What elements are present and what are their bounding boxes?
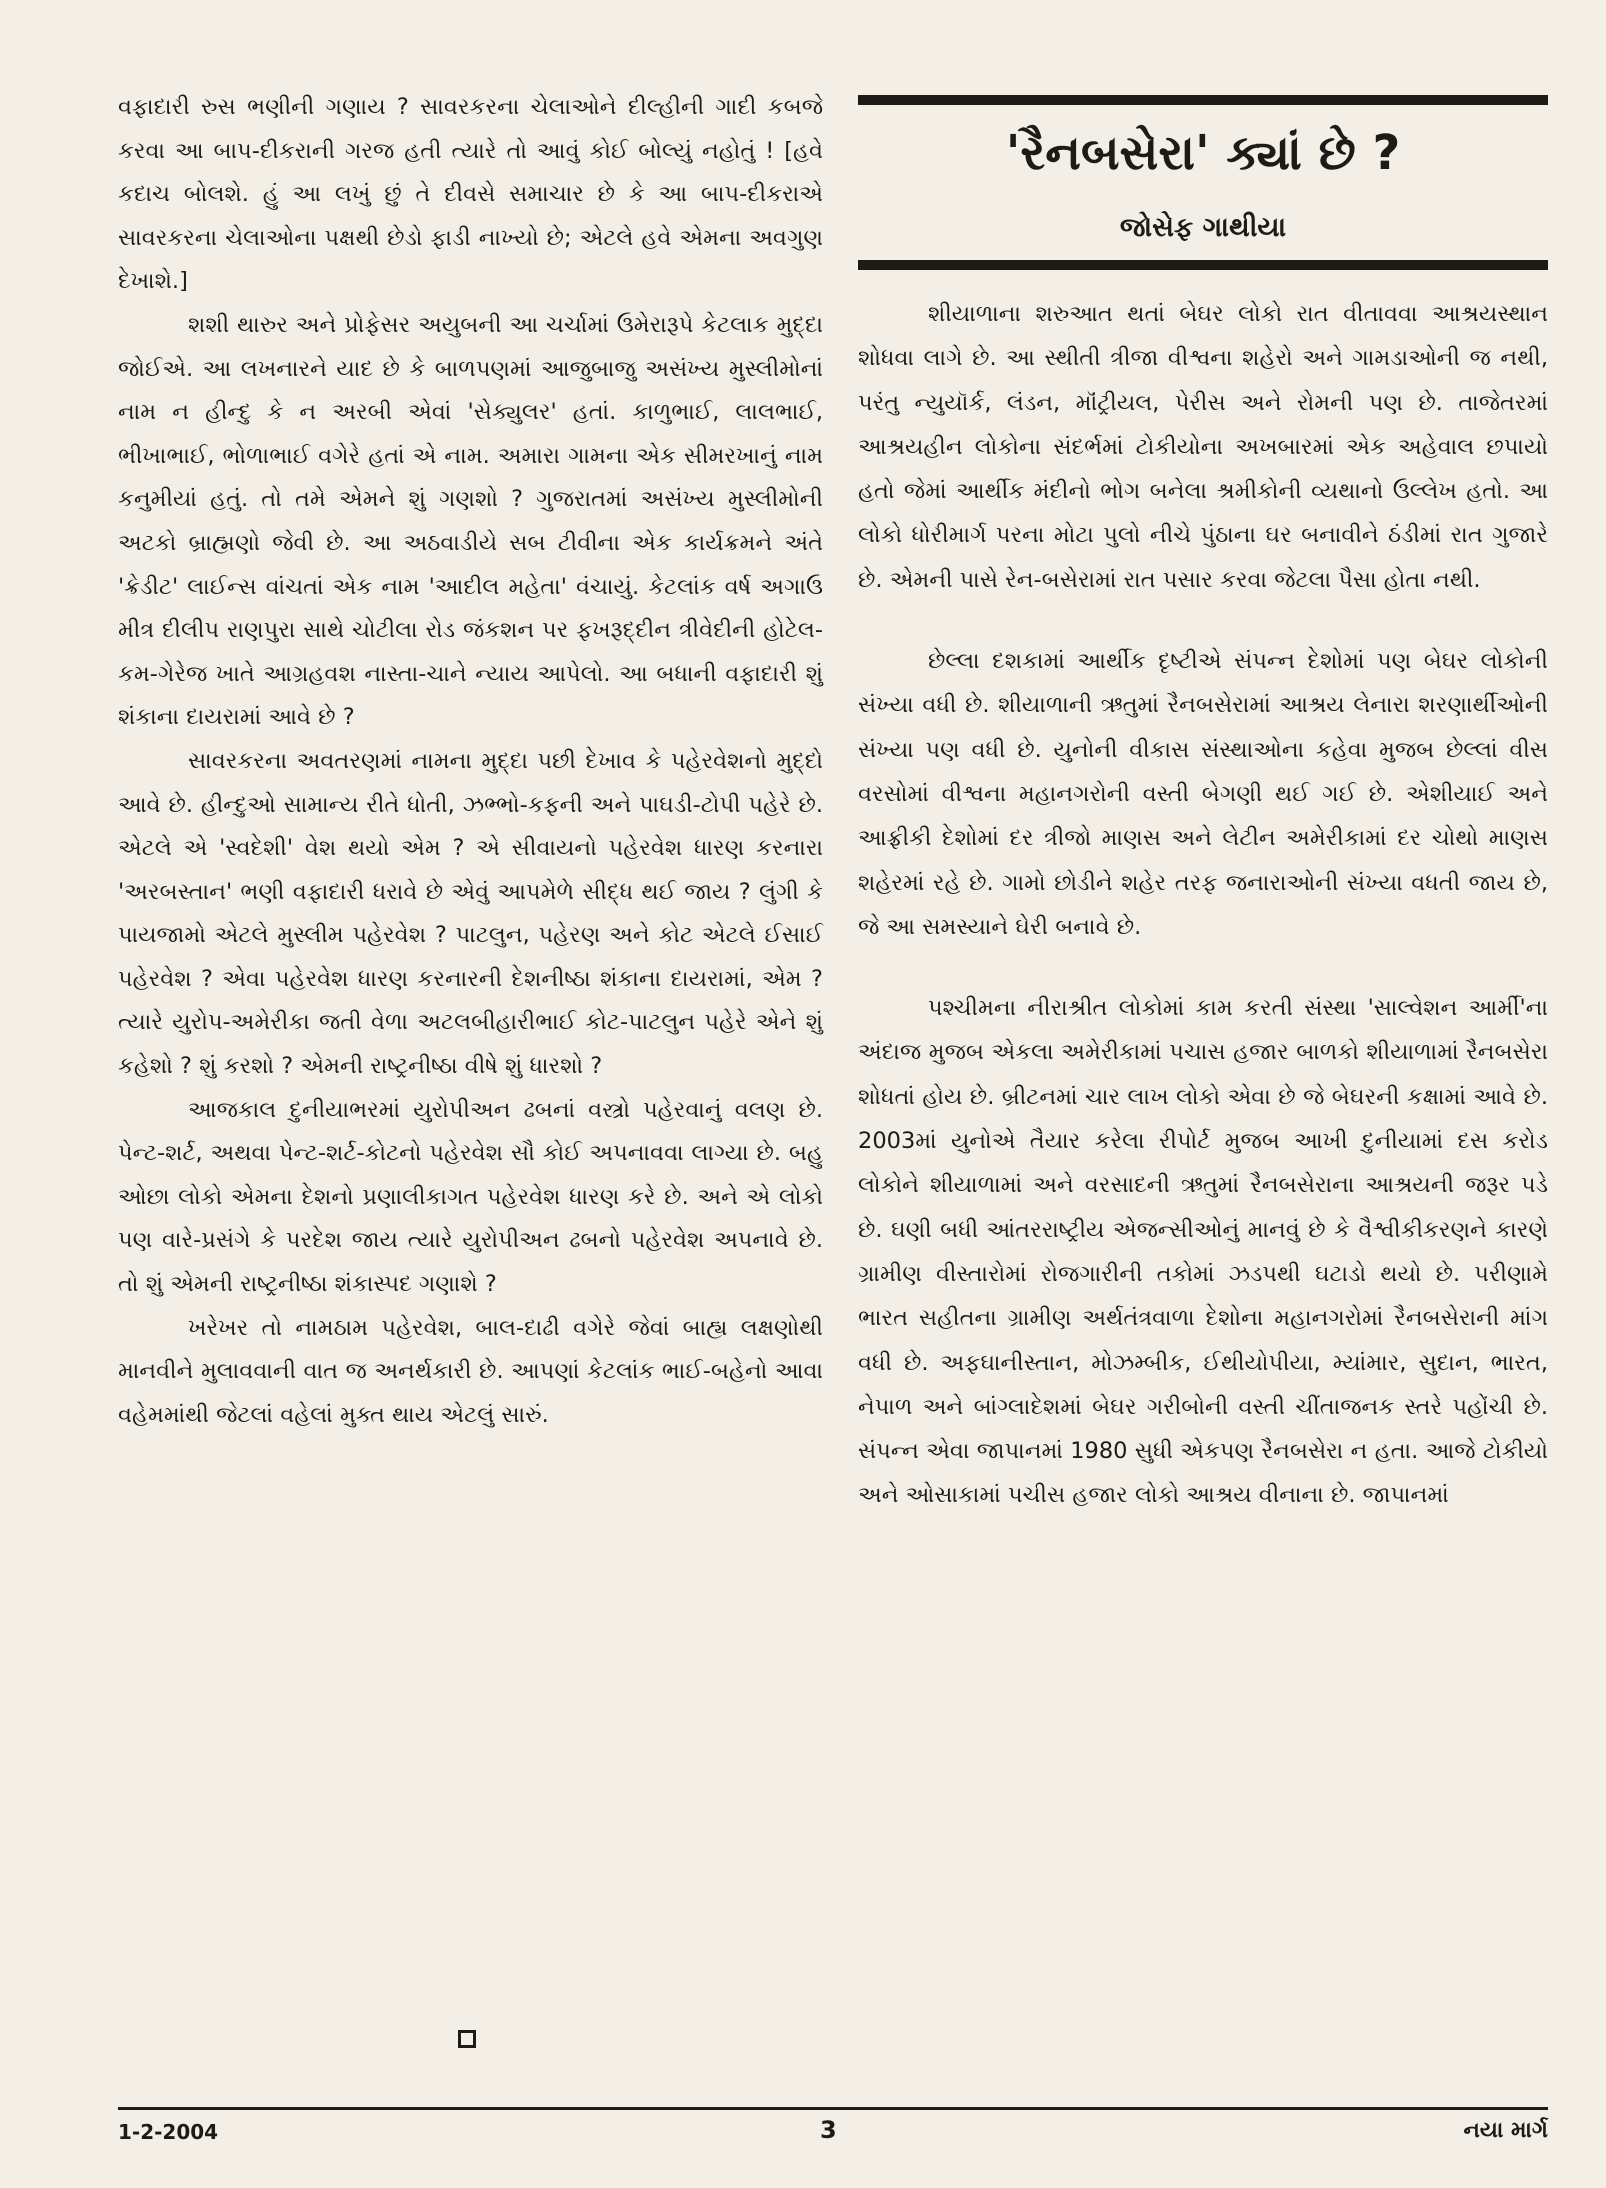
article-paragraph-3: પશ્ચીમના નીરાશ્રીત લોકોમાં કામ કરતી સંસ્થા 'સાલ્વેશન આર્મી'ના અંદાજ મુજબ એકલા અમેરીકામાં પચાસ હજાર બાળકો શીયાળામાં રૈનબસેરા શોધતાં હોય છે. બ્રીટનમાં ચાર લાખ લોકો એવા છે જે બેઘરની કક્ષામાં આવે છે. 2003માં યુનોએ તૈયાર કરેલા રીપોર્ટ મુજબ આખી દુનીયામાં દસ કરોડ લોકોને શીયાળામાં અને વરસાદની ઋતુમાં રૈનબસેરાના આશ્રયની જરૂર પડે છે. ઘણી બધી આંતરરાષ્ટ્રીય એજન્સીઓનું માનવું છે કે વૈશ્વીકીકરણને કારણે ગ્રામીણ વીસ્તારોમાં રોજગારીની તકોમાં ઝડપથી ઘટાડો થયો છે. પરીણામે ભારત સહીતના ગ્રામીણ અર્થતંત્રવાળા દેશોના મહાનગરોમાં રૈનબસેરાની માંગ વધી છે. અફઘાનીસ્તાન, મોઝમ્બીક, ઈથીયોપીયા, મ્યાંમાર, સુદાન, ભારત, નેપાળ અને બાંગ્લાદેશમાં બેઘર ગરીબોની વસ્તી ચીંતાજનક સ્તરે પહોંચી છે. સંપન્ન એવા જાપાનમાં 1980 સુધી એકપણ રૈનબસેરા ન હતા. આજે ટોકીયો અને ઓસાકામાં પચીસ હજાર લોકો આશ્રય વીનાના છે. જાપાનમાં	[858, 995, 1548, 1509]
left-column	[118, 86, 823, 1437]
article-author: જોસેફ ગાથીયા	[1119, 212, 1287, 243]
right-column	[858, 292, 1548, 1518]
article-title: 'રૈનબસેરા' ક્યાં છે ?	[1005, 125, 1401, 181]
article-paragraph-2: છેલ્લા દશકામાં આર્થીક દૃષ્ટીએ સંપન્ન દેશોમાં પણ બેઘર લોકોની સંખ્યા વધી છે. શીયાળાની ઋતુમાં રૈનબસેરામાં આશ્રય લેનારા શરણાર્થીઓની સંખ્યા પણ વધી છે. યુનોની વીકાસ સંસ્થાઓના કહેવા મુજબ છેલ્લાં વીસ વરસોમાં વીશ્વના મહાનગરોની વસ્તી બેગણી થઈ ગઈ છે. એશીયાઈ અને આફ્રીકી દેશોમાં દર ત્રીજો માણસ અને લેટીન અમેરીકામાં દર ચોથો માણસ શહેરમાં રહે છે. ગામો છોડીને શહેર તરફ જનારાઓની સંખ્યા વધતી જાય છે, જે આ સમસ્યાને ઘેરી બનાવે છે.	[858, 648, 1548, 940]
title-bottom-rule	[858, 260, 1548, 270]
left-paragraph-2: શશી થારુર અને પ્રોફેસર અયુબની આ ચર્ચામાં ઉમેરારૂપે કેટલાક મુદ્દા જોઈએ. આ લખનારને યાદ છે કે બાળપણમાં આજુબાજુ અસંખ્ય મુસ્લીમોનાં નામ ન હીન્દુ કે ન અરબી એવાં 'સેક્યુલર' હતાં. કાળુભાઈ, લાલભાઈ, ભીખાભાઈ, ભોળાભાઈ વગેરે હતાં એ નામ. અમારા ગામના એક સીમરખાનું નામ કનુમીયાં હતું. તો તમે એમને શું ગણશો ? ગુજરાતમાં અસંખ્ય મુસ્લીમોની અટકો બ્રાહ્મણો જેવી છે. આ અઠવાડીયે સબ ટીવીના એક કાર્યક્રમને અંતે 'ક્રેડીટ' લાઈન્સ વાંચતાં એક નામ 'આદીલ મહેતા' વંચાયું. કેટલાંક વર્ષ અગાઉ મીત્ર દીલીપ રાણપુરા સાથે ચોટીલા રોડ જંકશન પર ફખરૂદ્દીન ત્રીવેદીની હોટેલ-કમ-ગેરેજ ખાતે આગ્રહવશ નાસ્તા-ચાને ન્યાય આપેલો. આ બધાની વફાદારી શું શંકાના દાયરામાં આવે છે ?	[118, 311, 823, 731]
footer-rule	[118, 2107, 1548, 2110]
left-paragraph-4: આજકાલ દુનીયાભરમાં યુરોપીઅન ઢબનાં વસ્ત્રો પહેરવાનું વલણ છે. પેન્ટ-શર્ટ, અથવા પેન્ટ-શર્ટ-કોટનો પહેરવેશ સૌ કોઈ અપનાવવા લાગ્યા છે. બહુ ઓછા લોકો એમના દેશનો પ્રણાલીકાગત પહેરવેશ ધારણ કરે છે. અને એ લોકો પણ વારે-પ્રસંગે કે પરદેશ જાય ત્યારે યુરોપીઅન ઢબનો પહેરવેશ અપનાવે છે. તો શું એમની રાષ્ટ્રનીષ્ઠા શંકાસ્પદ ગણાશે ?	[118, 1096, 823, 1298]
title-top-rule	[858, 95, 1548, 105]
left-paragraph-1: વફાદારી રુસ ભણીની ગણાય ? સાવરકરના ચેલાઓને દીલ્હીની ગાદી કબજે કરવા આ બાપ-દીકરાની ગરજ હતી ત્યારે તો આવું કોઈ બોલ્યું નહોતું ! [હવે કદાચ બોલશે. હું આ લખું છું તે દીવસે સમાચાર છે કે આ બાપ-દીકરાએ સાવરકરના ચેલાઓના પક્ષથી છેડો ફાડી નાખ્યો છે; એટલે હવે એમના અવગુણ દેખાશે.]	[118, 94, 823, 295]
publication-name: નયા માર્ગ	[1463, 2118, 1548, 2143]
left-paragraph-5: ખરેખર તો નામઠામ પહેરવેશ, બાલ-દાઢી વગેરે જેવાં બાહ્ય લક્ષણોથી માનવીને મુલાવવાની વાત જ અનર્થકારી છે. આપણાં કેટલાંક ભાઈ-બહેનો આવા વહેમમાંથી જેટલાં વહેલાં મુક્ત થાય એટલું સારું.	[118, 1314, 823, 1428]
page-number: 3	[820, 2116, 837, 2144]
footer-date: 1-2-2004	[118, 2120, 219, 2144]
left-paragraph-3: સાવરકરના અવતરણમાં નામના મુદ્દા પછી દેખાવ કે પહેરવેશનો મુદ્દો આવે છે. હીન્દુઓ સામાન્ય રીતે ધોતી, ઝભ્ભો-કફની અને પાઘડી-ટોપી પહેરે છે. એટલે એ 'સ્વદેશી' વેશ થયો એમ ? એ સીવાયનો પહેરવેશ ધારણ કરનારા 'અરબસ્તાન' ભણી વફાદારી ધરાવે છે એવું આપમેળે સીદ્ધ થઈ જાય ? લુંગી કે પાયજામો એટલે મુસ્લીમ પહેરવેશ ? પાટલુન, પહેરણ અને કોટ એટલે ઈસાઈ પહેરવેશ ? એવા પહેરવેશ ધારણ કરનારની દેશનીષ્ઠા શંકાના દાયરામાં, એમ ? ત્યારે યુરોપ-અમેરીકા જતી વેળા અટલબીહારીભાઈ કોટ-પાટલુન પહેરે એને શું કહેશો ? શું કરશો ? એમની રાષ્ટ્રનીષ્ઠા વીષે શું ધારશો ?	[118, 747, 823, 1080]
article-end-square-icon	[458, 2030, 476, 2048]
article-paragraph-1: શીયાળાના શરુઆત થતાં બેઘર લોકો રાત વીતાવવા આશ્રયસ્થાન શોધવા લાગે છે. આ સ્થીતી ત્રીજા વીશ્વના શહેરો અને ગામડાઓની જ નથી, પરંતુ ન્યુયૉર્ક, લંડન, મૉંટ્રીયલ, પેરીસ અને રોમની પણ છે. તાજેતરમાં આશ્રયહીન લોકોના સંદર્ભમાં ટોકીયોના અખબારમાં એક અહેવાલ છપાયો હતો જેમાં આર્થીક મંદીનો ભોગ બનેલા શ્રમીકોની વ્યથાનો ઉલ્લેખ હતો. આ લોકો ધોરીમાર્ગ પરના મોટા પુલો નીચે પુંઠાના ઘર બનાવીને ઠંડીમાં રાત ગુજારે છે. એમની પાસે રેન-બસેરામાં રાત પસાર કરવા જેટલા પૈસા હોતા નથી.	[858, 301, 1548, 593]
